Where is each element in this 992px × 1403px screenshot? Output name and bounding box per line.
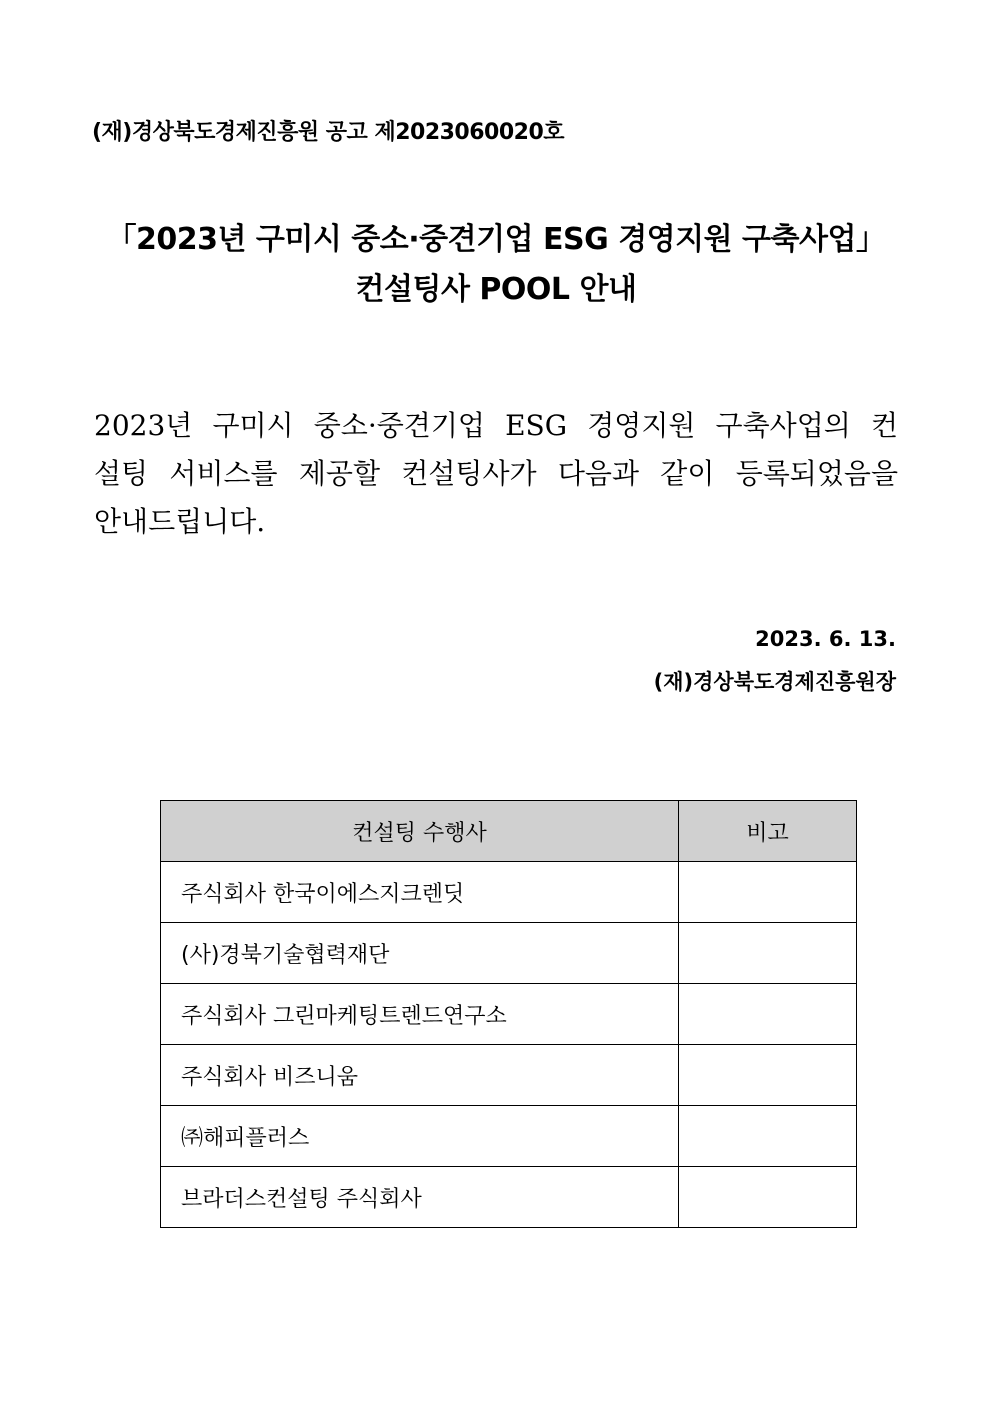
remarks-cell (679, 984, 857, 1045)
table-row (161, 984, 857, 1045)
table-header-row (161, 801, 857, 862)
notice-number: (재)경상북도경제진흥원 공고 제2023060020호 (92, 120, 565, 145)
remarks-cell (679, 1167, 857, 1228)
remarks-cell (679, 1106, 857, 1167)
table-row (161, 923, 857, 984)
remarks-cell (679, 923, 857, 984)
header-company: 컨설팅 수행사 (161, 801, 679, 862)
table-row (161, 1106, 857, 1167)
issuer-name: (재)경상북도경제진흥원장 (653, 670, 896, 694)
announcement-body: 2023년 구미시 중소·중견기업 ESG 경영지원 구축사업의 컨설팅 서비스를 제공할 컨설팅사가 다음과 같이 등록되었음을 안내드립니다. (94, 409, 898, 538)
consultant-table (160, 800, 857, 1228)
table-row (161, 1045, 857, 1106)
page-title: 「2023년 구미시 중소·중견기업 ESG 경영지원 구축사업」 (106, 222, 886, 257)
page-subtitle: 컨설팅사 POOL 안내 (355, 272, 637, 307)
table-row (161, 862, 857, 923)
company-cell: 브라더스컨설팅 주식회사 (161, 1167, 679, 1228)
remarks-cell (679, 862, 857, 923)
company-cell: 주식회사 그린마케팅트렌드연구소 (161, 984, 679, 1045)
company-cell: (사)경북기술협력재단 (161, 923, 679, 984)
announcement-date: 2023. 6. 13. (755, 627, 896, 651)
table-row (161, 1167, 857, 1228)
company-cell: 주식회사 비즈니움 (161, 1045, 679, 1106)
header-remarks: 비고 (679, 801, 857, 862)
company-cell: ㈜해피플러스 (161, 1106, 679, 1167)
remarks-cell (679, 1045, 857, 1106)
company-cell: 주식회사 한국이에스지크렌딧 (161, 862, 679, 923)
